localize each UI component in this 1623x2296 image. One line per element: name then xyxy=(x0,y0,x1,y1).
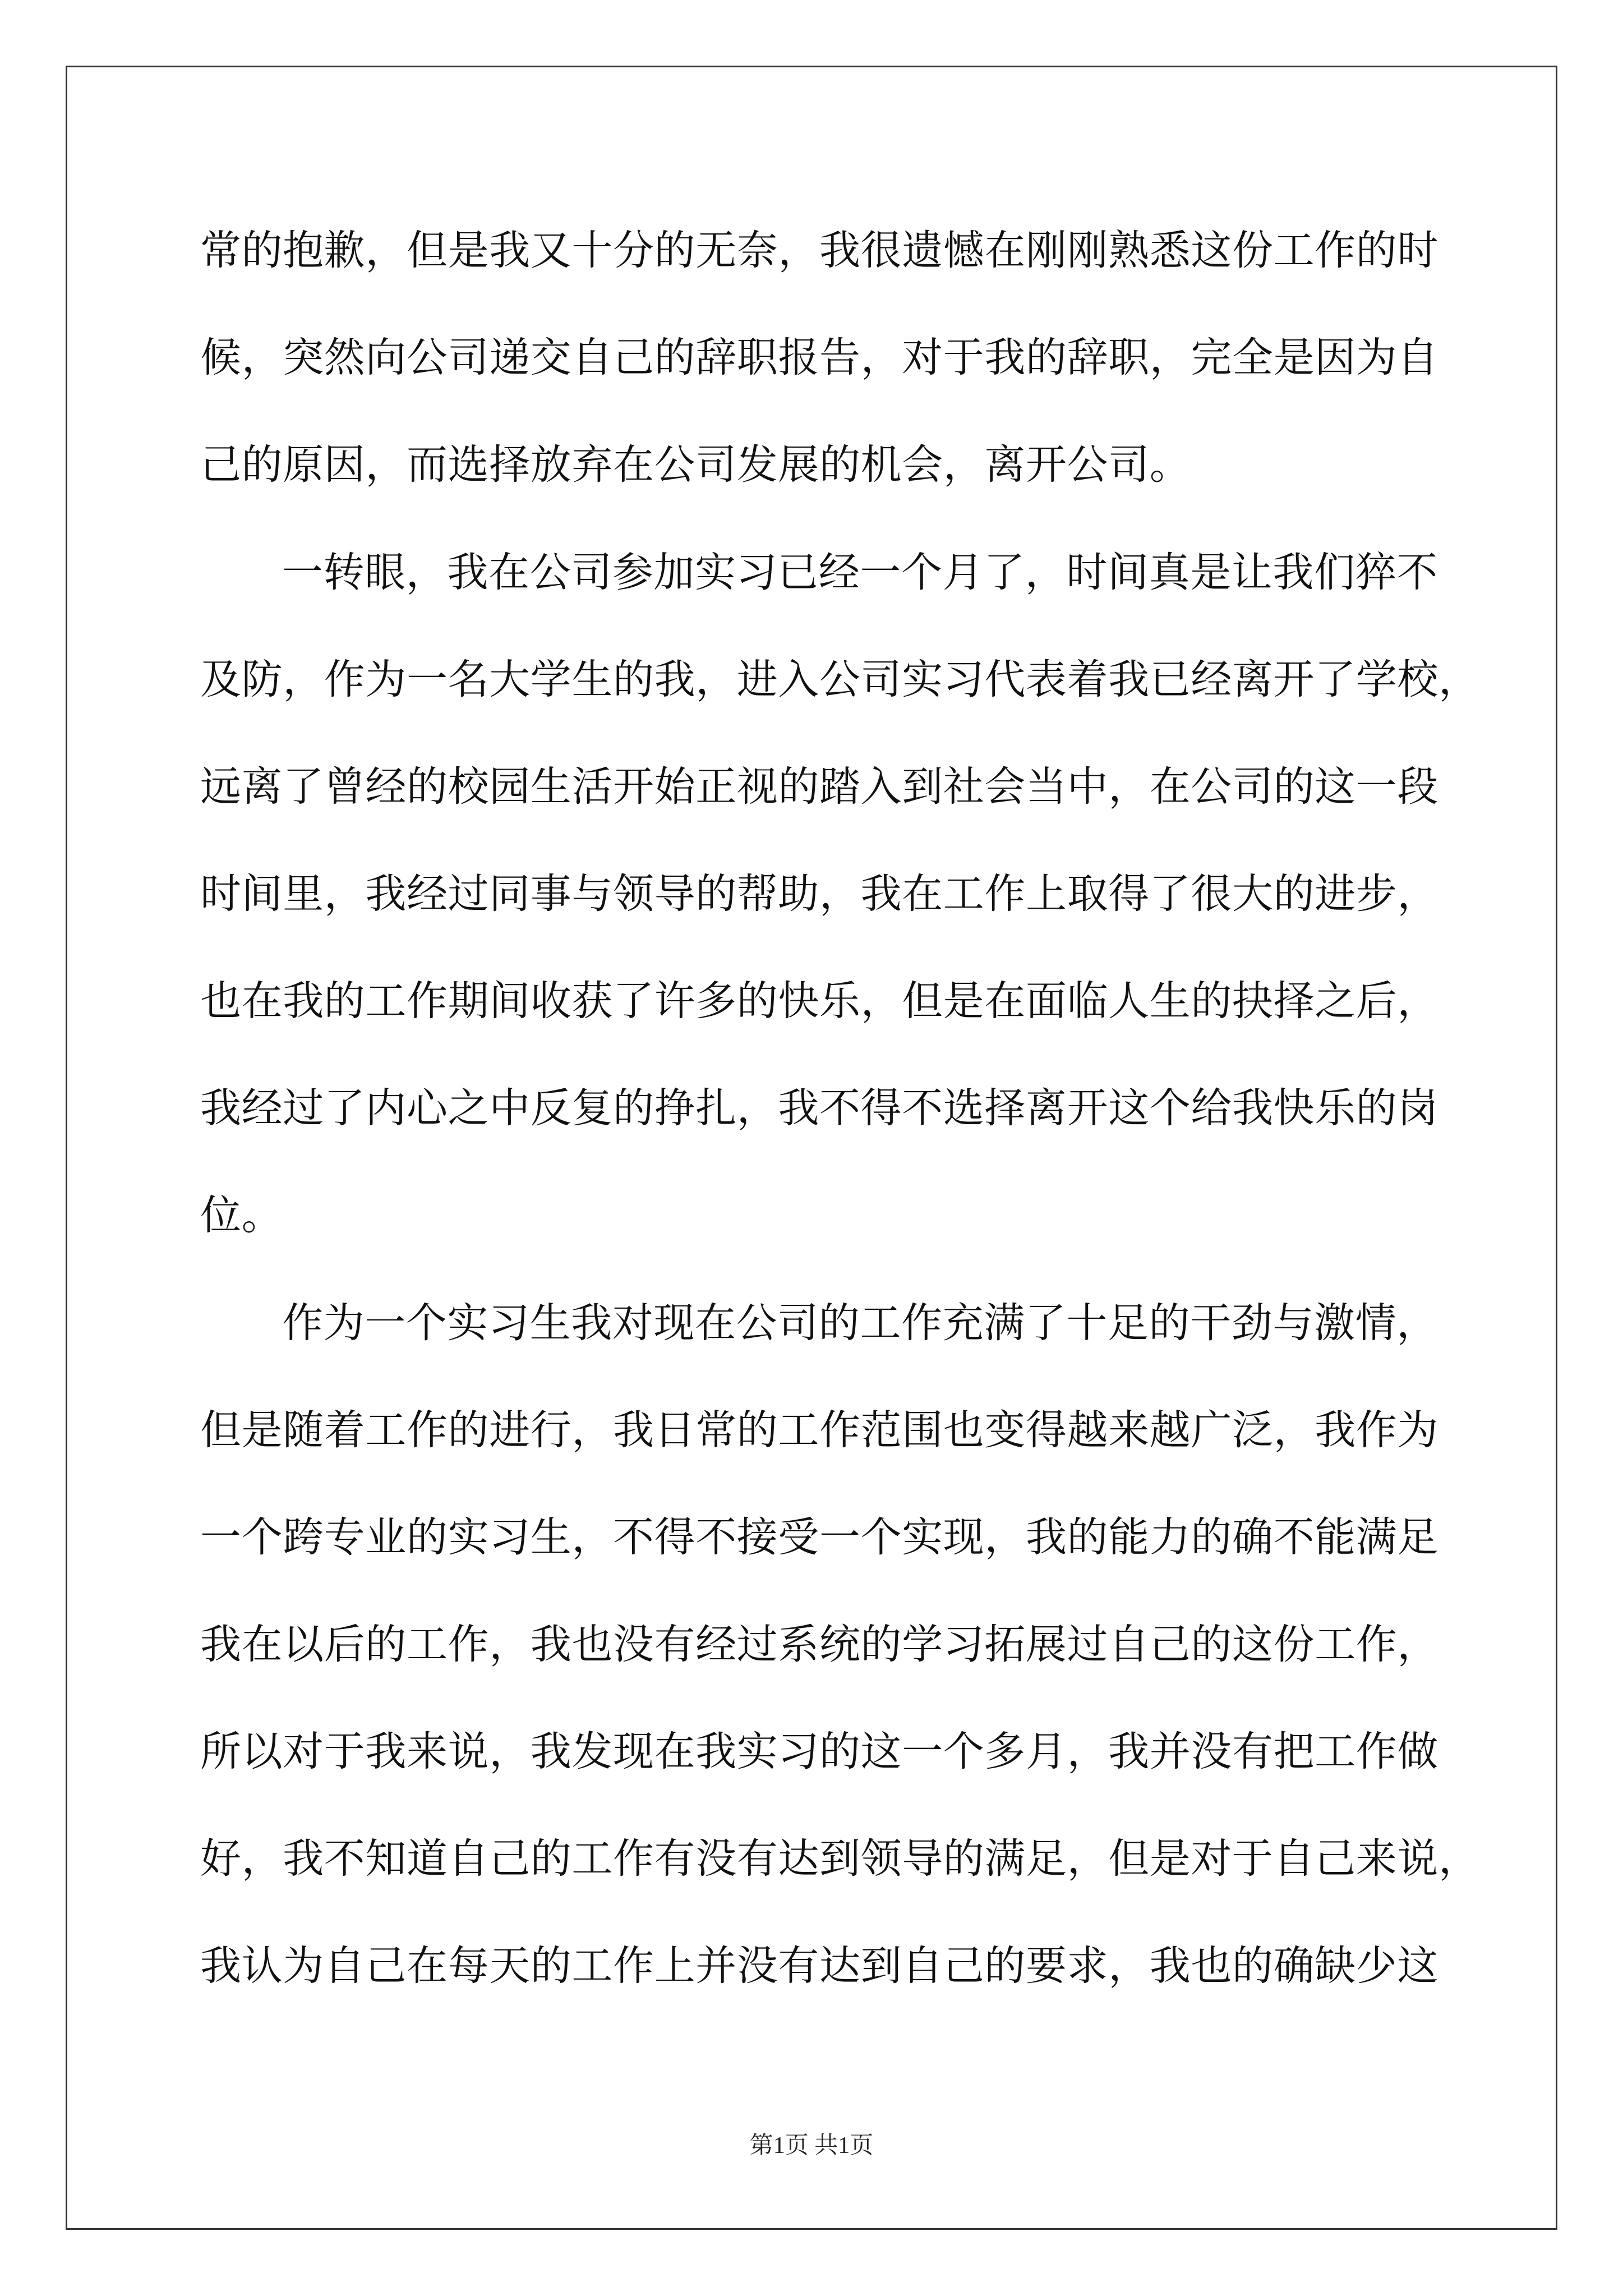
text-line: 及防，作为一名大学生的我，进入公司实习代表着我已经离开了学校， xyxy=(200,656,1480,703)
page-number-footer: 第1页 共1页 xyxy=(749,2133,874,2159)
text-line: 但是随着工作的进行，我日常的工作范围也变得越来越广泛，我作为 xyxy=(200,1406,1438,1454)
text-line: 我经过了内心之中反复的挣扎，我不得不选择离开这个给我快乐的岗 xyxy=(200,1084,1438,1132)
page-border xyxy=(66,66,1557,2230)
text-line: 远离了曾经的校园生活开始正视的踏入到社会当中，在公司的这一段 xyxy=(200,763,1438,811)
text-line: 所以对于我来说，我发现在我实习的这一个多月，我并没有把工作做 xyxy=(200,1728,1438,1775)
text-line: 候，突然向公司递交自己的辞职报告，对于我的辞职，完全是因为自 xyxy=(200,334,1438,381)
text-line: 好，我不知道自己的工作有没有达到领导的满足，但是对于自己来说， xyxy=(200,1835,1480,1883)
text-line: 时间里，我经过同事与领导的帮助，我在工作上取得了很大的进步， xyxy=(200,870,1438,918)
text-line: 一转眼，我在公司参加实习已经一个月了，时间真是让我们猝不 xyxy=(282,549,1438,596)
text-line: 我在以后的工作，我也没有经过系统的学习拓展过自己的这份工作， xyxy=(200,1621,1438,1668)
text-line: 也在我的工作期间收获了许多的快乐，但是在面临人生的抉择之后， xyxy=(200,977,1438,1025)
text-line: 一个跨专业的实习生，不得不接受一个实现，我的能力的确不能满足 xyxy=(200,1513,1438,1561)
text-line: 位。 xyxy=(200,1191,283,1239)
text-line: 我认为自己在每天的工作上并没有达到自己的要求，我也的确缺少这 xyxy=(200,1942,1438,1990)
text-line: 作为一个实习生我对现在公司的工作充满了十足的干劲与激情， xyxy=(282,1299,1438,1347)
text-line: 己的原因，而选择放弃在公司发展的机会，离开公司。 xyxy=(200,441,1191,489)
text-line: 常的抱歉，但是我又十分的无奈，我很遗憾在刚刚熟悉这份工作的时 xyxy=(200,227,1438,274)
